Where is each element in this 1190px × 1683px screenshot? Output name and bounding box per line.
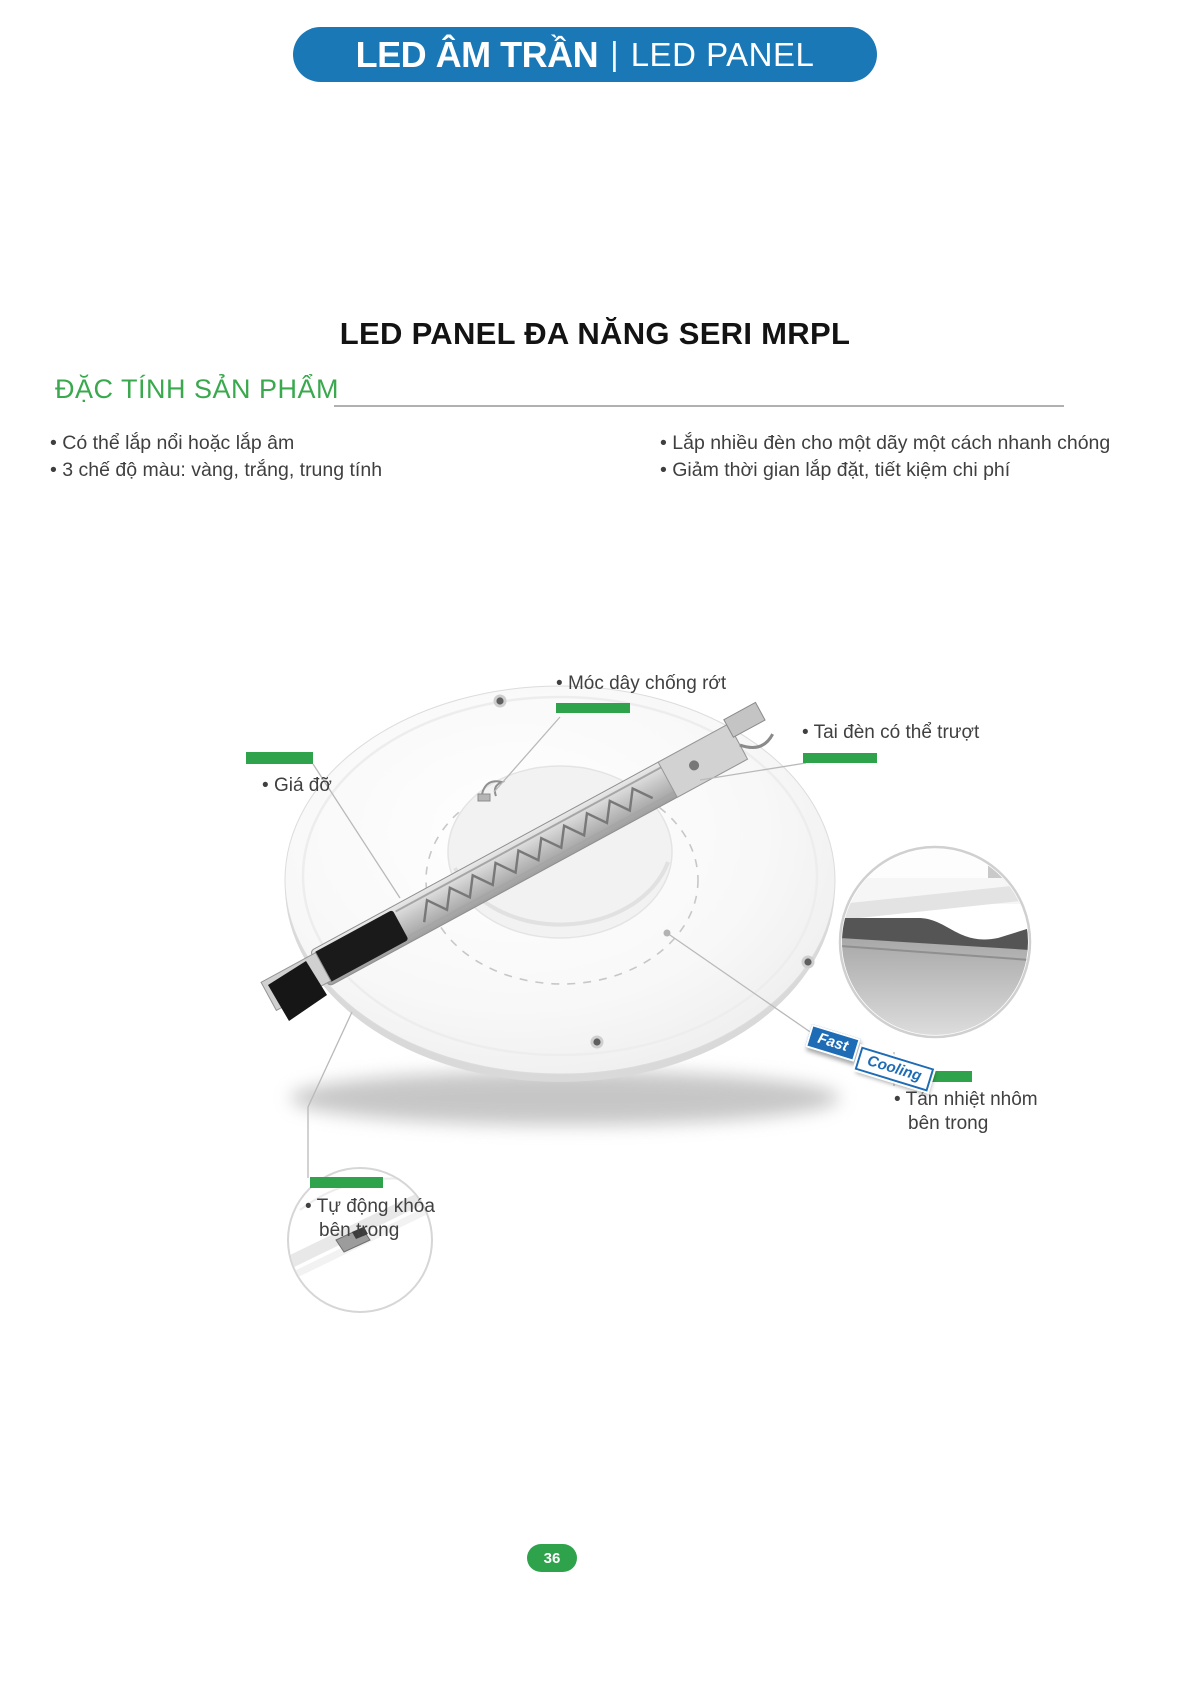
callout-green-bar (310, 1177, 383, 1188)
callout-label: • Móc dây chống rớt (556, 672, 756, 696)
callout-label: • Tự động khóa bên trong (305, 1195, 450, 1243)
fast-cooling-badge-fast: Fast (805, 1024, 861, 1062)
callout-label: • Giá đỡ (262, 774, 396, 798)
section-heading: ĐẶC TÍNH SẢN PHẨM (55, 374, 340, 404)
rim-screw (591, 1036, 604, 1049)
callout-bracket (246, 752, 396, 798)
detail-inset-heatsink (840, 847, 1030, 1038)
fast-cooling-badge-cooling: Cooling (854, 1046, 934, 1091)
callout-auto-lock (305, 1177, 450, 1243)
feature-item: • Lắp nhiều đèn cho một dãy một cách nhanh chóng (660, 430, 1110, 457)
callout-green-bar (803, 753, 877, 763)
category-secondary-label: LED PANEL (630, 35, 815, 73)
led-panel-body (285, 686, 835, 1082)
category-primary-label: LED ÂM TRẦN (355, 33, 599, 75)
connector-dot (664, 930, 671, 937)
feature-item: • Có thể lắp nổi hoặc lắp âm (50, 430, 382, 457)
callout-label: • Tản nhiệt nhôm bên trong (894, 1088, 1064, 1136)
callout-sliding-ear (802, 721, 1022, 763)
feature-item: • Giảm thời gian lắp đặt, tiết kiệm chi phí (660, 457, 1110, 484)
callout-label: • Tai đèn có thể trượt (802, 721, 1022, 745)
callout-green-bar (246, 752, 313, 764)
rim-screw (802, 956, 815, 969)
rim-screw (494, 695, 507, 708)
feature-item: • 3 chế độ màu: vàng, trắng, trung tính (50, 457, 382, 484)
product-title: LED PANEL ĐA NĂNG SERI MRPL (339, 316, 851, 351)
page-number-badge: 36 (527, 1544, 577, 1572)
callout-safety-hook (556, 672, 756, 713)
callout-green-bar (556, 703, 630, 713)
category-divider: | (610, 34, 619, 72)
